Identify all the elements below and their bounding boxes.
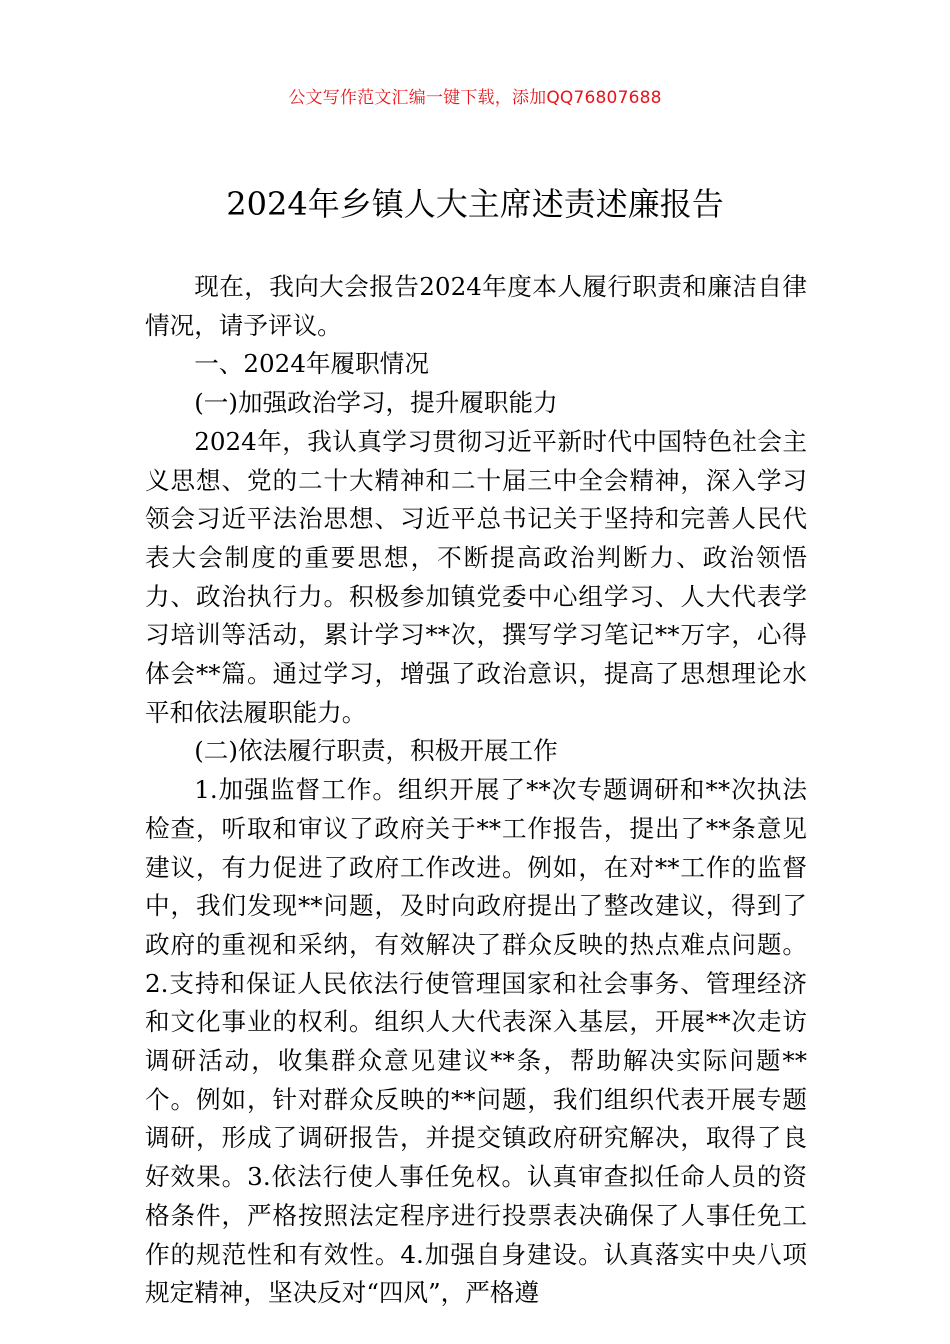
document-body [145,268,807,1313]
duties-paragraph: 1.加强监督工作。组织开展了**次专题调研和**次执法检查，听取和审议了政府关于**工作报告，提出了**条意见建议，有力促进了政府工作改进。例如，在对**工作的监督中，我们发现**问题，及时向政府提出了整改建议，得到了政府的重视和采纳，有效解决了群众反映的热点难点问题。2.支持和保证人民依法行使管理国家和社会事务、管理经济和文化事业的权利。组织人大代表深入基层，开展**次走访调研活动，收集群众意见建议**条，帮助解决实际问题**个。例如，针对群众反映的**问题，我们组织代表开展专题调研，形成了调研报告，并提交镇政府研究解决，取得了良好效果。3.依法行使人事任免权。认真审查拟任命人员的资格条件，严格按照法定程序进行投票表决确保了人事任免工作的规范性和有效性。4.加强自身建设。认真落实中央八项规定精神，坚决反对“四风”，严格遵 [145,775,807,1308]
study-paragraph: 2024年，我认真学习贯彻习近平新时代中国特色社会主义思想、党的二十大精神和二十届三中全会精神，深入学习领会习近平法治思想、习近平总书记关于坚持和完善人民代表大会制度的重要思想，不断提高政治判断力、政治领悟力、政治执行力。积极参加镇党委中心组学习、人大代表学习培训等活动，累计学习**次，撰写学习笔记**万字，心得体会**篇。通过学习，增强了政治意识，提高了思想理论水平和依法履职能力。 [145,426,807,727]
subsection-heading-1: (一)加强政治学习，提升履职能力 [194,388,558,418]
subsection-heading-2: (二)依法履行职责，积极开展工作 [194,736,558,766]
intro-paragraph: 现在，我向大会报告2024年度本人履行职责和廉洁自律情况，请予评议。 [145,272,807,340]
download-notice: 公文写作范文汇编一键下载，添加QQ76807688 [288,88,662,108]
document-title: 2024年乡镇人大主席述责述廉报告 [226,185,724,223]
section-heading-1: 一、2024年履职情况 [194,349,429,379]
